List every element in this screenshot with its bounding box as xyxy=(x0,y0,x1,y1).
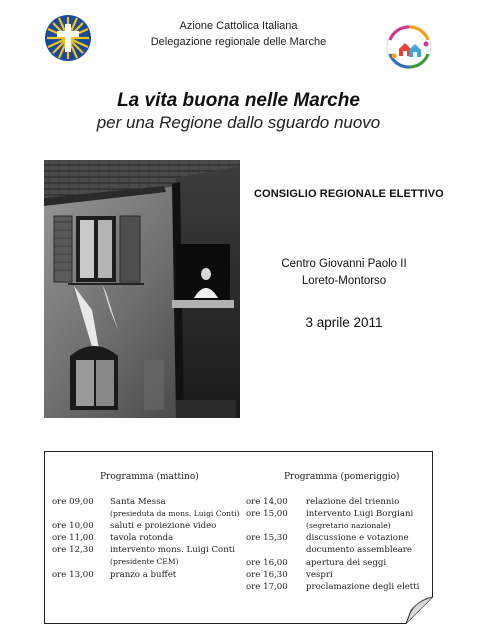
schedule-time: ore 17,00 xyxy=(246,582,288,592)
schedule-item: vespri xyxy=(306,570,333,580)
schedule-time: ore 10,00 xyxy=(52,521,94,531)
schedule-item: Santa Messa xyxy=(110,497,166,507)
schedule-time: ore 14,00 xyxy=(246,497,288,507)
schedule-item: pranzo a buffet xyxy=(110,570,177,580)
venue-name: Centro Giovanni Paolo II xyxy=(281,258,407,270)
schedule-item: discussione e votazione xyxy=(306,533,409,543)
schedule-note: (presieduta da mons. Luigi Conti) xyxy=(110,509,240,518)
org-name: Azione Cattolica Italiana xyxy=(179,20,298,32)
page-title: La vita buona nelle Marche xyxy=(117,90,360,111)
schedule-item: relazione del triennio xyxy=(306,497,400,507)
schedule-item: intervento mons. Luigi Conti xyxy=(110,545,235,555)
schedule-time: ore 15,30 xyxy=(246,533,288,543)
schedule-time: ore 13,00 xyxy=(52,570,94,580)
event-venue xyxy=(250,256,438,290)
schedule-note: (segretario nazionale) xyxy=(306,521,391,530)
venue-location: Loreto-Montorso xyxy=(301,275,387,287)
schedule-item: tavola rotonda xyxy=(110,533,174,543)
ricominciare-logo xyxy=(382,22,436,72)
page-subtitle: per una Regione dallo sguardo nuovo xyxy=(96,113,381,132)
schedule-time: ore 16,00 xyxy=(246,558,288,568)
program-card xyxy=(44,451,433,624)
schedule-time: ore 11,00 xyxy=(52,533,94,543)
schedule-time: ore 09,00 xyxy=(52,497,94,507)
schedule-time: ore 12,30 xyxy=(52,545,94,555)
event-date: 3 aprile 2011 xyxy=(305,315,383,330)
schedule-item: saluti e proiezione video xyxy=(110,521,217,531)
event-name: CONSIGLIO REGIONALE ELETTIVO xyxy=(254,188,444,200)
schedule-item: documento assembleare xyxy=(306,545,412,555)
afternoon-program-title: Programma (pomeriggio) xyxy=(284,472,400,482)
schedule-time: ore 16,30 xyxy=(246,570,288,580)
schedule-note: (presidente CEM) xyxy=(110,557,179,566)
morning-program-title: Programma (mattino) xyxy=(100,472,199,482)
schedule-item: intervento Lugi Borgiani xyxy=(306,509,414,519)
org-delegation: Delegazione regionale delle Marche xyxy=(150,36,327,48)
schedule-item: apertura dei seggi xyxy=(306,558,387,568)
schedule-time: ore 15,00 xyxy=(246,509,288,519)
schedule-item: proclamazione degli eletti xyxy=(306,582,420,592)
building-photo xyxy=(44,160,240,418)
